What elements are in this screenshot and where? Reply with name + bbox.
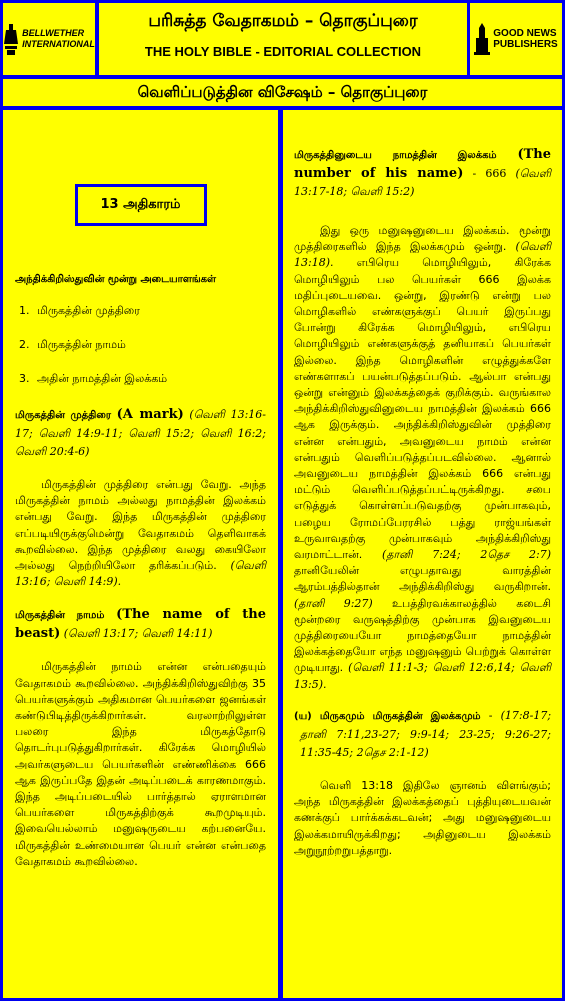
- name-body: மிருகத்தின் நாமம் என்ன என்பதையும் வேதாகமம் கூறவில்லை. அந்திக்கிறிஸ்துவிற்கு 35 பெயர்களுக்கும் அதிகமான பெயர்களை ஜனங்கள் கண்டுபிடித்திருக்கிறார்கள். வரலாற்றிலுள்ள பலரை இந்த மிருகத்தோடு தொடர்புபடுத்துகிறார்கள். கிரேக்க மொழியில் அவர்களுடைய பெயர்களின் எண்ணிக்கை 666 ஆக இருப்பதே இதன் அடிப்படைக் காரணமாகும். இந்த அடிப்படையில் பார்த்தால் ஏராளமான பெயர்களை மிருகத்திற்குக் கூறமுடியும். இவையெல்லாம் மனுஷருடைய கற்பனையே. மிருகத்தின் உண்மையான பெயர் என்ன என்பதை வேதாகமம் கூறவில்லை.: [15, 660, 266, 868]
- chapter-box: 13 அதிகாரம்: [75, 184, 207, 226]
- bellwether-logo: [3, 3, 95, 75]
- ya-heading: [294, 707, 552, 762]
- three-signs-heading: அந்திக்கிறிஸ்துவின் மூன்று அடையாளங்கள்: [15, 274, 217, 285]
- number-ref: (வெளி 13:17-18; வெளி 15:2): [294, 167, 551, 198]
- bellwether-emblem-icon: [3, 22, 19, 56]
- ya-ref: (17:8-17; தானி 7:11,23-27; 9:9-14; 23-25; 9:26-27; 11:35-45; 2தெச 2:1-12): [300, 708, 552, 759]
- logo-right-line1: GOOD NEWS: [493, 28, 557, 39]
- good-news-emblem-icon: [474, 22, 490, 56]
- ya-dash: -: [480, 708, 493, 722]
- right-column: [283, 110, 562, 998]
- number-body: [294, 223, 551, 693]
- number-heading: [294, 146, 551, 201]
- list-item: 2. மிருகத்தின் நாமம்: [33, 338, 266, 353]
- mark-body: [15, 477, 266, 590]
- title-tamil: பரிசுத்த வேதாகமம் – தொகுப்புரை: [148, 11, 418, 31]
- list-item: 3. அதின் நாமத்தின் இலக்கம்: [33, 372, 266, 387]
- number-body-a: இது ஒரு மனுஷனுடைய இலக்கம். மூன்று முத்திரைகளில் இந்த இலக்கமும் ஒன்று.: [294, 224, 551, 254]
- number-title-en: (The number of his name): [294, 147, 552, 181]
- mark-body-text: மிருகத்தின் முத்திரை என்பது வேறு. அந்த மிருகத்தின் நாமம் அல்லது நாமத்தின் இலக்கம் என்பது வேறு. இந்த மிருகத்தின் முத்திரை எப்படியிருக்குமென்று வேதாகமம் தெளிவாகக் கூறவில்லை. இந்த முத்திரை வலது கையிலோ அல்லது நெற்றியிலோ தரிக்கப்படும்.: [15, 478, 266, 573]
- ya-body: வெளி 13:18 இதிலே ஞானம் விளங்கும்; அந்த மிருகத்தின் இலக்கத்தைப் புத்தியுடையவன் கணக்குப் பார்க்கக்கடவன்; அது மனுஷனுடைய இலக்கமாயிருக்கிறது; அதினுடைய இலக்கம் அறுநூற்றறுபத்தாறு.: [294, 778, 551, 857]
- name-title-en: (The name of the beast): [15, 607, 266, 642]
- name-ref: (வெளி 13:17; வெளி 14:11): [63, 627, 213, 641]
- subtitle-bar: வெளிப்படுத்தின விசேஷம் – தொகுப்புரை: [3, 79, 562, 106]
- name-heading: [15, 606, 266, 643]
- number-body-d: உபத்திரவக்காலத்தில் கடைசி மூன்றரை வருஷத்திற்கு முன்பாக இவனுடைய முத்திரையையோ நாமத்தையோ நாமத்தின் இலக்கத்தையோ எந்த மனுஷனும் பெற்றுக் கொள்ள முடியாது.: [294, 596, 552, 675]
- number-body-ref4: (வெளி 11:1-3; வெளி 12:6,14; வெளி 13:5).: [294, 661, 551, 691]
- title-panel: [99, 3, 467, 75]
- number-body-b: எபிரெய மொழியிலும், கிரேக்க மொழியிலும் பல பெயர்கள் 666 இலக்க மதிப்புடையவை. ஒன்று, இரண்டு என்று பல மொழிகளில் எண்களுக்குப் பெயர் இருப்பது போன்று கிரேக்க மொழியிலும், எபிரெய மொழியிலும் எண்களுக்குத் தனியாகப் பெயர்கள் இல்லை. இந்த மொழிகளின் எழுத்துக்களே எண்களாகப் பயன்படுத்தப்படும். ஆல்பா என்பது ஒன்று என்னும் இலக்கத்தைக் குறிக்கும். வருங்கால அந்திக்கிறிஸ்துவினுடைய நாமத்தின் இலக்கம் 666 ஆக இருக்கும். அந்திக்கிறிஸ்துவின் முத்திரை என்ன என்பதும், அவனுடைய நாமம் என்ன என்பதும் வெளிப்படுத்தப்படவில்லை. ஆனால் அவனுடைய நாமத்தின் இலக்கம் 666 என்பது மட்டும் வெளிப்படுத்தப்பட்டிருக்கிறது. சபை எடுத்துக் கொள்ளப்படுவதற்கு முன்பாகவும், பழைய ரோமப்பேரரசில் பத்து ராஜ்யங்கள் உருவாவதற்கு முன்பாகவும் அந்திக்கிறிஸ்து வரமாட்டான்.: [294, 256, 552, 562]
- number-body-ref1: (வெளி 13:18).: [294, 240, 551, 270]
- mark-ref: (வெளி 13:16-17; வெளி 14:9-11; வெளி 15:2; வெளி 16:2; வெளி 20:4-6): [15, 408, 267, 458]
- number-title-ta: மிருகத்தினுடைய நாமத்தின் இலக்கம்: [294, 150, 497, 161]
- mark-title-ta: மிருகத்தின் முத்திரை: [15, 410, 111, 421]
- title-english: THE HOLY BIBLE - EDITORIAL COLLECTION: [144, 44, 422, 59]
- list-item: 1. மிருகத்தின் முத்திரை: [33, 304, 266, 319]
- name-title-ta: மிருகத்தின் நாமம்: [15, 610, 105, 622]
- mark-heading: [15, 406, 266, 461]
- number-body-ref2: (தானி 7:24; 2தெச 2:7): [382, 548, 551, 562]
- mark-body-ref: (வெளி 13:16; வெளி 14:9).: [15, 559, 266, 589]
- logo-right-line2: PUBLISHERS: [493, 39, 558, 50]
- left-column: [3, 110, 278, 998]
- mark-title-en: (A mark): [116, 407, 184, 422]
- number-body-ref3: (தானி 9:27): [294, 596, 373, 610]
- logo-left-line2: INTERNATIONAL: [22, 39, 95, 49]
- good-news-logo: [470, 3, 562, 75]
- ya-label: (ய) மிருகமும் மிருகத்தின் இலக்கமும்: [294, 710, 481, 722]
- logo-left-line1: BELLWETHER: [22, 28, 85, 38]
- number-value: - 666: [463, 167, 507, 180]
- number-body-c: தானியேலின் எழுபதாவது வாரத்தின் ஆரம்பத்தில்தான் அந்திக்கிறிஸ்து வருகிறான்.: [294, 564, 551, 594]
- signs-list: [15, 304, 266, 387]
